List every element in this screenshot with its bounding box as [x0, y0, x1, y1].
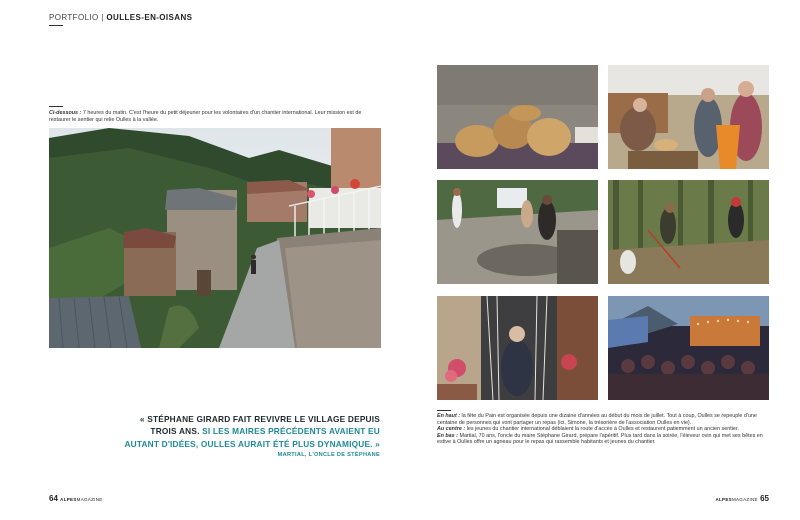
- right-page-number: 65: [760, 494, 769, 503]
- right-brand: [715, 497, 757, 502]
- bread-photo: [437, 65, 598, 169]
- left-caption: [49, 110, 369, 123]
- martial-portrait-photo: [437, 296, 598, 400]
- header-separator: |: [98, 13, 107, 22]
- quote-attribution: MARTIAL, L'ONCLE DE STÉPHANE: [277, 452, 380, 458]
- caption-text: 7 heures du matin. C'est l'heure du petit déjeuner pour les volontaires d'un chantier international. Leur mission est de restaurer le sentier qui relie Oulles à la vallée.: [49, 110, 362, 123]
- right-caption-rule: [437, 410, 451, 411]
- section-header: [49, 13, 192, 22]
- quote-part-2: SI LES MAIRES PRÉCÉDENTS AVAIENT EU AUTANT D'IDÉES, OULLES AURAIT ÉTÉ PLUS DYNAMIQUE. »: [124, 426, 380, 449]
- left-brand: [60, 497, 102, 502]
- pull-quote: [120, 413, 380, 450]
- caption-top-text: la fête du Pain est organisée depuis une dizaine d'années au début du mois de juillet. Tout à coup, Oulles se repeuple d'une centaine de personnes qui vont partager un repas (ici, Simone, la trésorière de l'association Oulles en vie).: [437, 413, 757, 426]
- bread-festival-photo: [608, 65, 769, 169]
- right-footer: [715, 494, 769, 503]
- right-caption: [437, 413, 769, 446]
- road-clearing-photo: [437, 180, 598, 284]
- evening-meal-photo: [608, 296, 769, 400]
- section-name: PORTFOLIO: [49, 13, 99, 22]
- place-name: OULLES-EN-OISANS: [106, 13, 193, 22]
- village-lane-photo: [49, 128, 381, 348]
- brand-light: MAGAZINE: [76, 497, 103, 502]
- caption-center-lead: Au centre :: [437, 426, 466, 433]
- caption-bottom-text: Martial, 70 ans, l'oncle du maire Stéphane Girard, prépare l'apéritif. Plus tard dans la soirée, l'éleveur ovin qui met ses bêtes en estive à Oulles offre un agneau pour le repas qui rassemble habitants et jeunes du chantier.: [437, 432, 763, 446]
- trail-work-photo: [608, 180, 769, 284]
- caption-top-lead: En haut :: [437, 413, 461, 419]
- left-footer: [49, 494, 103, 503]
- brand-bold: ALPES: [60, 497, 77, 502]
- caption-lead: Ci-dessous :: [49, 110, 82, 116]
- header-rule: [49, 25, 63, 26]
- caption-bottom-lead: En bas :: [437, 432, 458, 439]
- caption-center-text: les jeunes du chantier international déblaient la route d'accès à Oulles et restaurent patiemment un ancien sentier.: [465, 426, 739, 433]
- quote-part-1: « STÉPHANE GIRARD FAIT REVIVRE LE VILLAGE DEPUIS TROIS ANS.: [139, 414, 380, 437]
- left-page-number: 64: [49, 494, 58, 503]
- caption-rule: [49, 106, 63, 107]
- brand-light: MAGAZINE: [731, 497, 758, 502]
- brand-bold: ALPES: [715, 497, 732, 502]
